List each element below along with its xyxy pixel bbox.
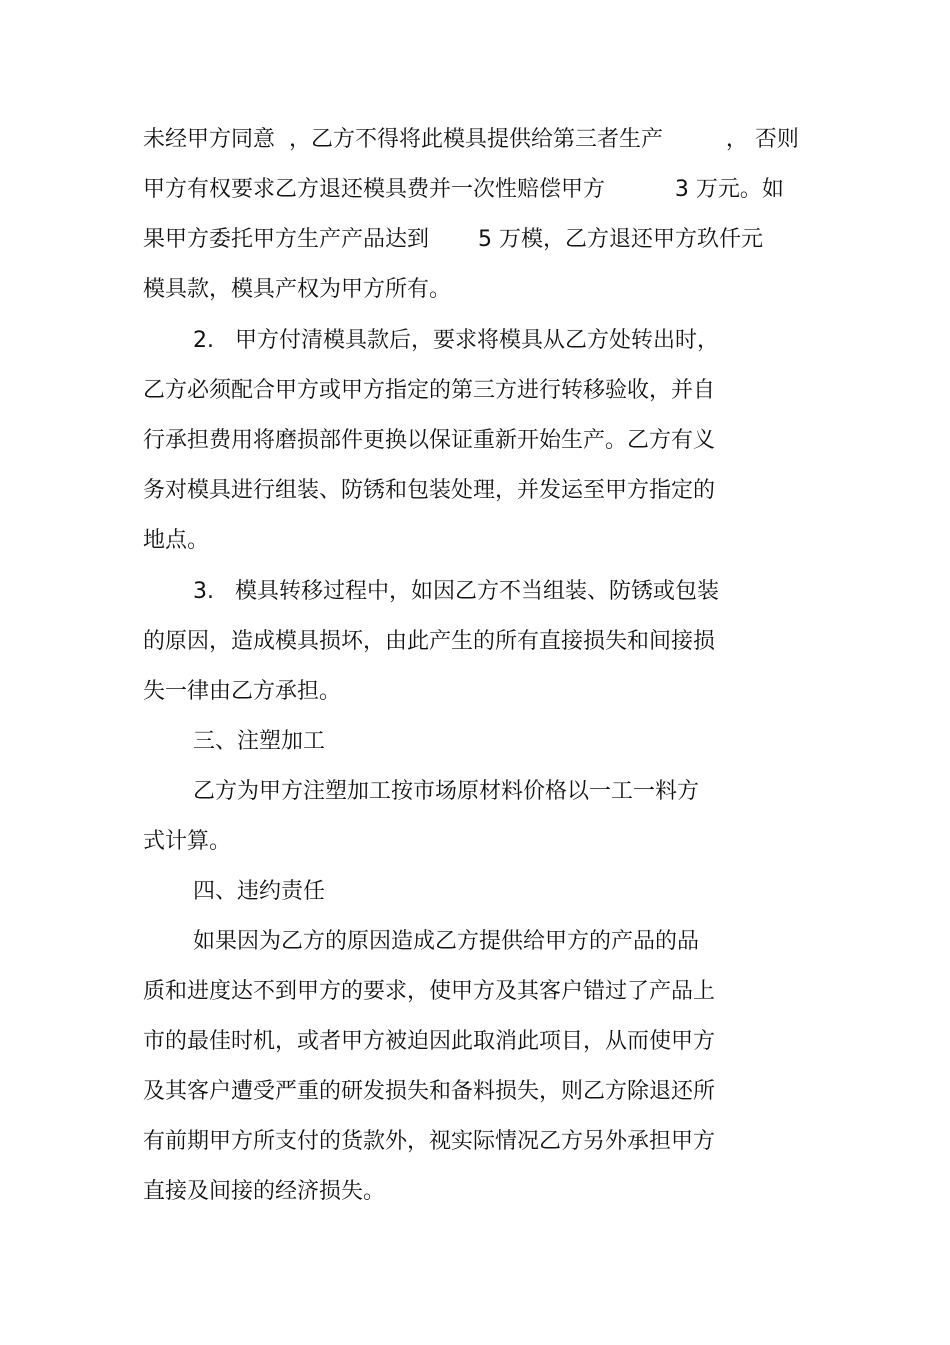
- text-line: 甲方有权要求乙方退还模具费并一次性赔偿甲方 3 万元。如: [143, 177, 784, 202]
- text-line: 及其客户遭受严重的研发损失和备料损失，则乙方除退还所: [143, 1079, 716, 1104]
- section-heading-injection: 三、注塑加工: [193, 729, 326, 754]
- text-line: 的原因，造成模具损坏，由此产生的所有直接损失和间接损: [143, 629, 716, 654]
- text-line: 直接及间接的经济损失。: [143, 1179, 386, 1204]
- text-line: 地点。: [143, 528, 210, 553]
- text-line: 有前期甲方所支付的货款外，视实际情况乙方另外承担甲方: [143, 1129, 716, 1154]
- text-line: 如果因为乙方的原因造成乙方提供给甲方的产品的品: [193, 929, 700, 954]
- text-line: 乙方为甲方注塑加工按市场原材料价格以一工一料方: [193, 779, 700, 804]
- text-line: 失一律由乙方承担。: [143, 679, 342, 704]
- text-line: 未经甲方同意 ，乙方不得将此模具提供给第三者生产 ， 否则: [143, 127, 799, 152]
- text-line: 质和进度达不到甲方的要求，使甲方及其客户错过了产品上: [143, 979, 716, 1004]
- text-line: 果甲方委托甲方生产产品达到 5 万模，乙方退还甲方玖仟元: [143, 227, 763, 252]
- text-line: 务对模具进行组装、防锈和包装处理，并发运至甲方指定的: [143, 478, 716, 503]
- clause-2-line: 2. 甲方付清模具款后，要求将模具从乙方处转出时，: [193, 328, 719, 353]
- clause-3-line: 3. 模具转移过程中，如因乙方不当组装、防锈或包装: [193, 579, 719, 604]
- text-line: 式计算。: [143, 829, 232, 854]
- text-line: 模具款，模具产权为甲方所有。: [143, 277, 452, 302]
- text-line: 乙方必须配合甲方或甲方指定的第三方进行转移验收，并自: [143, 378, 716, 403]
- text-line: 行承担费用将磨损部件更换以保证重新开始生产。乙方有义: [143, 428, 716, 453]
- text-line: 市的最佳时机，或者甲方被迫因此取消此项目，从而使甲方: [143, 1029, 716, 1054]
- section-heading-liability: 四、违约责任: [193, 879, 326, 904]
